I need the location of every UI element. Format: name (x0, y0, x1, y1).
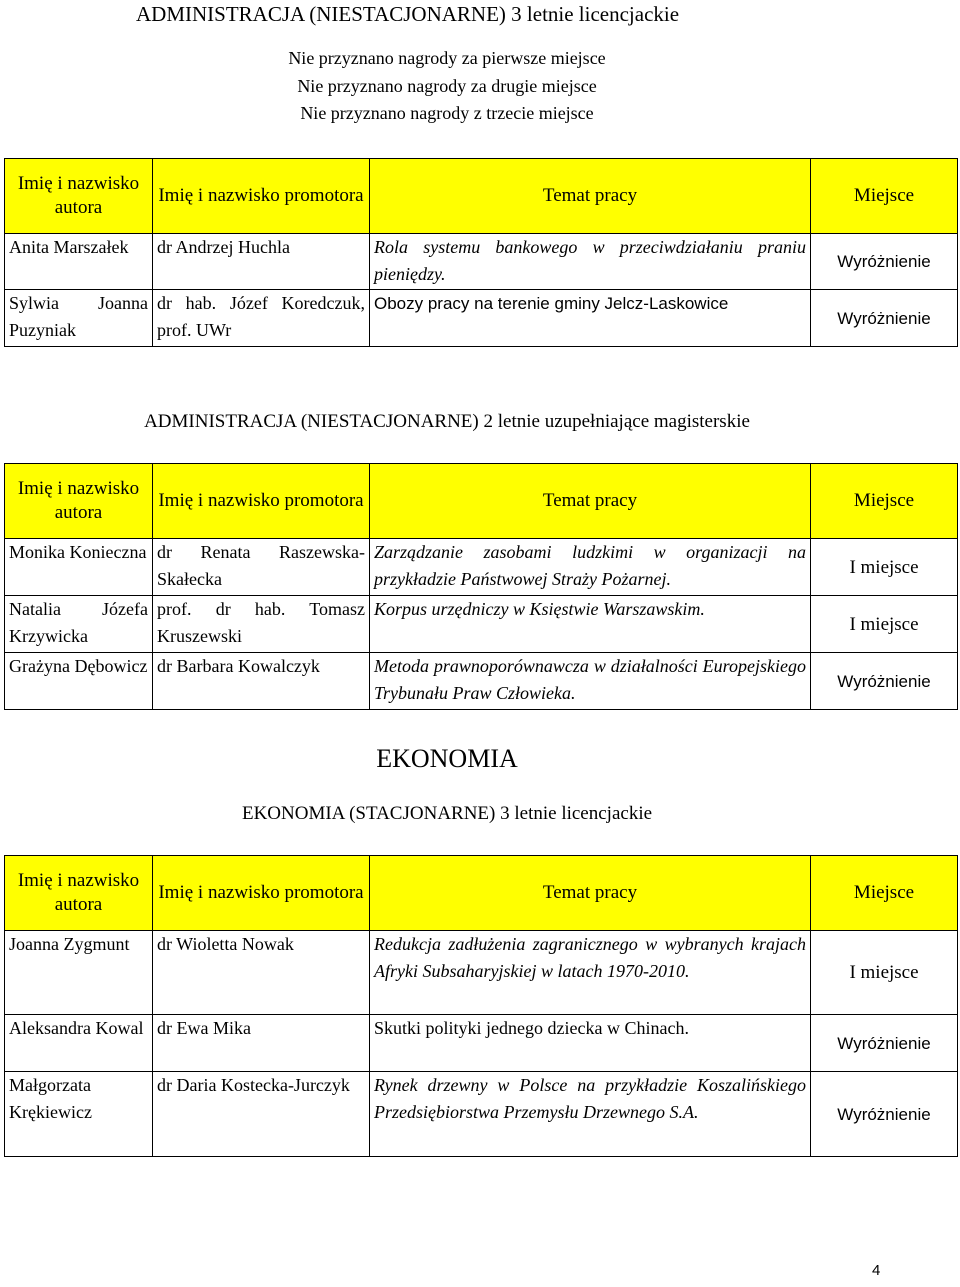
promoter-cell: dr hab. Józef Koredczuk, prof. UWr (153, 290, 370, 347)
topic-cell: Zarządzanie zasobami ludzkimi w organizacji na przykładzie Państwowej Straży Pożarnej. (370, 539, 811, 596)
header-promoter: Imię i nazwisko promotora (153, 159, 370, 234)
header-author: Imię i nazwisko autora (5, 856, 153, 931)
header-topic: Temat pracy (370, 856, 811, 931)
header-promoter: Imię i nazwisko promotora (153, 856, 370, 931)
author-cell: Sylwia Joanna Puzyniak (5, 290, 153, 347)
author-cell: Joanna Zygmunt (5, 931, 153, 1015)
header-place: Miejsce (811, 856, 958, 931)
section1-note-1: Nie przyznano nagrody za pierwsze miejsce (288, 48, 606, 68)
place-cell: Wyróżnienie (811, 1015, 958, 1072)
promoter-cell: dr Ewa Mika (153, 1015, 370, 1072)
page-number: 4 (872, 1262, 881, 1279)
table-row (5, 596, 958, 653)
place-cell: Wyróżnienie (811, 1072, 958, 1157)
header-promoter: Imię i nazwisko promotora (153, 464, 370, 539)
header-author: Imię i nazwisko autora (5, 464, 153, 539)
table-row (5, 653, 958, 710)
topic-cell: Rola systemu bankowego w przeciwdziałaniu praniu pieniędzy. (370, 234, 811, 290)
header-place: Miejsce (811, 464, 958, 539)
place-cell: Wyróżnienie (811, 234, 958, 290)
author-cell: Natalia Józefa Krzywicka (5, 596, 153, 653)
promoter-cell: dr Andrzej Huchla (153, 234, 370, 290)
section2-title: ADMINISTRACJA (NIESTACJONARNE) 2 letnie uzupełniające magisterskie (144, 411, 750, 432)
header-place: Miejsce (811, 159, 958, 234)
table-header-row (5, 464, 958, 539)
section3-table (4, 855, 958, 1157)
place-cell: I miejsce (811, 539, 958, 596)
topic-cell: Korpus urzędniczy w Księstwie Warszawskim. (370, 596, 811, 653)
topic-text: Redukcja zadłużenia zagranicznego w wybranych krajach Afryki Subsaharyjskiej w latach 1970-2010. (374, 934, 806, 981)
place-cell: Wyróżnienie (811, 653, 958, 710)
promoter-cell: dr Daria Kostecka-Jurczyk (153, 1072, 370, 1157)
topic-cell: Rynek drzewny w Polsce na przykładzie Koszalińskiego Przedsiębiorstwa Przemysłu Drzewnego S.A. (370, 1072, 811, 1157)
header-topic: Temat pracy (370, 159, 811, 234)
table-row (5, 1072, 958, 1157)
table-header-row (5, 856, 958, 931)
promoter-cell: prof. dr hab. Tomasz Kruszewski (153, 596, 370, 653)
section3-title: EKONOMIA (STACJONARNE) 3 letnie licencjackie (241, 803, 653, 824)
table-row (5, 234, 958, 290)
faculty-title: EKONOMIA (376, 744, 518, 773)
section2-table (4, 463, 958, 710)
author-cell: Aleksandra Kowal (5, 1015, 153, 1072)
author-cell: Monika Konieczna (5, 539, 153, 596)
table-row (5, 1015, 958, 1072)
table-row (5, 290, 958, 347)
header-author: Imię i nazwisko autora (5, 159, 153, 234)
author-cell: Małgorzata Krękiewicz (5, 1072, 153, 1157)
promoter-cell: dr Renata Raszewska-Skałecka (153, 539, 370, 596)
place-cell: Wyróżnienie (811, 290, 958, 347)
table-header-row (5, 159, 958, 234)
section1-table (4, 158, 958, 347)
place-cell: I miejsce (811, 596, 958, 653)
promoter-cell: dr Barbara Kowalczyk (153, 653, 370, 710)
author-cell: Grażyna Dębowicz (5, 653, 153, 710)
author-cell: Anita Marszałek (5, 234, 153, 290)
section1-note-3: Nie przyznano nagrody z trzecie miejsce (300, 103, 594, 123)
header-topic: Temat pracy (370, 464, 811, 539)
table-row (5, 931, 958, 1015)
topic-cell: Metoda prawnoporównawcza w działalności Europejskiego Trybunału Praw Człowieka. (370, 653, 811, 710)
place-cell: I miejsce (811, 931, 958, 1015)
section1-note-2: Nie przyznano nagrody za drugie miejsce (297, 76, 597, 96)
promoter-cell: dr Wioletta Nowak (153, 931, 370, 1015)
section1-title: ADMINISTRACJA (NIESTACJONARNE) 3 letnie licencjackie (136, 2, 680, 26)
table-row (5, 539, 958, 596)
topic-cell: Skutki polityki jednego dziecka w Chinach. (370, 1015, 811, 1072)
topic-cell (370, 931, 811, 1015)
topic-cell: Obozy pracy na terenie gminy Jelcz-Laskowice (370, 290, 811, 347)
